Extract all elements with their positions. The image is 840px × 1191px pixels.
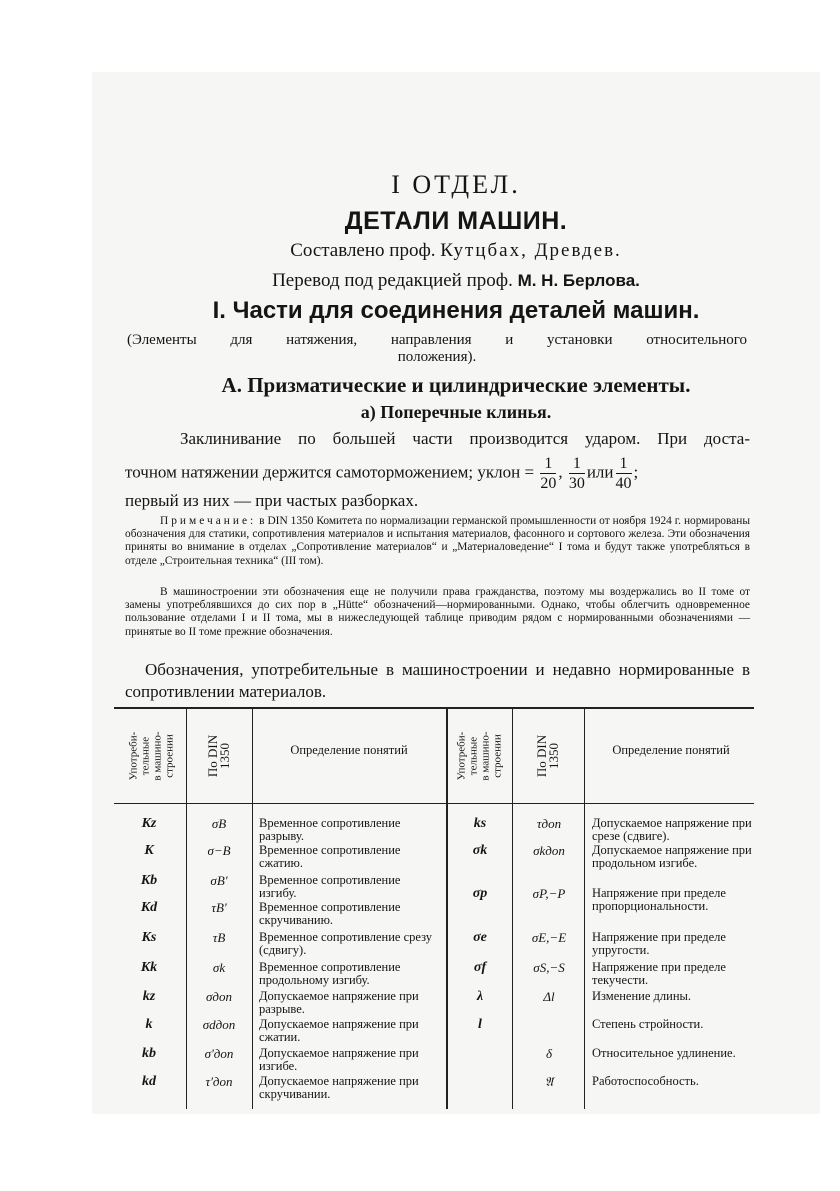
left-definition: Временное сопротивление скручиванию.	[259, 900, 401, 927]
right-symbol: l	[478, 1017, 482, 1032]
paragraph-2-start: точном натяжении держится самоторможением; уклон =	[125, 462, 535, 482]
col-divider	[584, 709, 585, 1109]
left-din-symbol: σ−B	[207, 843, 231, 858]
header-din-right: По DIN 1350	[534, 734, 561, 778]
paragraph-2	[125, 454, 750, 493]
left-definition: Допускаемое напряжение при скручивании.	[259, 1074, 419, 1101]
left-din-symbol: σB	[211, 816, 227, 831]
header-used-left: Употреби- тельные в машино- строении	[128, 731, 176, 781]
right-symbol: σk	[472, 843, 488, 858]
left-din-symbol: σk	[212, 960, 226, 975]
right-din-symbol: σS,−S	[533, 960, 565, 975]
left-symbol: kd	[142, 1074, 156, 1089]
authors-line	[92, 240, 820, 262]
left-definition: Временное сопротивление продольному изгибу.	[259, 960, 401, 987]
note-label: Примечание:	[160, 515, 257, 527]
left-din-symbol: τB'	[211, 900, 227, 915]
department-heading: I ОТДЕЛ.	[391, 170, 521, 199]
left-symbol: kb	[142, 1046, 156, 1061]
table-top-rule	[114, 707, 754, 709]
right-definition: Напряжение при пределе пропорциональности.	[592, 886, 726, 913]
authors-label: Составлено проф.	[290, 240, 436, 261]
right-definition: Допускаемое напряжение при срезе (сдвиге).	[592, 816, 752, 843]
right-symbol: ks	[473, 816, 487, 831]
header-def-right: Определение понятий	[612, 743, 730, 757]
right-din-symbol: Δl	[543, 989, 555, 1004]
left-symbol: Kk	[140, 960, 158, 975]
left-din-symbol: τB	[212, 930, 226, 945]
left-din-symbol: σB'	[210, 873, 228, 888]
part-subtitle	[127, 332, 747, 366]
header-def-left: Определение понятий	[290, 743, 408, 757]
separator: ,	[558, 462, 563, 482]
left-symbol: kz	[142, 989, 156, 1004]
note-2: В машиностроении эти обозначения еще не получили права гражданства, поэтому мы воздержались во II томе от замены употреблявшихся до сих пор в „Hütte“ обозначений—нормированными. Однако, чтобы облегчить одновременное пользование отделами I и II тома, мы в нижеследующей таблице приводим рядом с нормированными обозначениями — принятые во II томе прежние обозначения.	[125, 586, 750, 638]
note-1	[125, 515, 750, 568]
right-din-symbol: τдоп	[536, 816, 562, 831]
right-definition: Допускаемое напряжение при продольном изгибе.	[592, 843, 752, 870]
fraction-1: $\frac{1}{20}$	[540, 455, 557, 492]
fraction-2: $\frac{1}{30}$	[568, 455, 585, 492]
paragraph-3: первый из них — при частых разборках.	[125, 491, 419, 510]
translation-label: Перевод под редакцией проф.	[272, 270, 513, 291]
fraction-3: $\frac{1}{40}$	[615, 455, 632, 492]
right-definition: Напряжение при пределе упругости.	[592, 930, 726, 957]
left-symbol: Kd	[140, 900, 158, 915]
col-divider	[186, 709, 187, 1109]
authors-names: Кутцбах, Древдев.	[440, 240, 622, 261]
paragraph-2-end: ;	[633, 462, 639, 482]
col-divider	[512, 709, 513, 1109]
col-divider	[252, 709, 253, 1109]
right-symbol: σp	[472, 886, 488, 901]
section-heading: ДЕТАЛИ МАШИН.	[344, 207, 568, 235]
translation-line	[92, 270, 820, 292]
subsection-subtitle: а) Поперечные клинья.	[360, 402, 552, 422]
left-symbol: K	[144, 843, 154, 858]
left-symbol: Ks	[141, 930, 157, 945]
right-din-symbol: σE,−E	[531, 930, 567, 945]
notation-table	[114, 707, 754, 1112]
left-definition: Допускаемое напряжение при сжатии.	[259, 1017, 419, 1044]
table-header-rule	[114, 803, 754, 804]
right-din-symbol: σP,−P	[532, 886, 566, 901]
translation-editor: М. Н. Берлова.	[517, 271, 640, 290]
left-symbol: k	[145, 1017, 153, 1032]
right-definition: Напряжение при пределе текучести.	[592, 960, 726, 987]
right-symbol: σf	[473, 960, 487, 975]
left-din-symbol: σdдоп	[202, 1017, 236, 1032]
paragraph-1: Заклинивание по большей части производится ударом. При доста-	[180, 429, 750, 448]
left-definition: Временное сопротивление срезу (сдвигу).	[259, 930, 433, 957]
right-din-symbol: δ	[545, 1046, 553, 1061]
left-definition: Временное сопротивление изгибу.	[259, 873, 401, 900]
part-subtitle-line2: положения).	[397, 349, 477, 365]
part-title: I. Части для соединения деталей машин.	[212, 297, 700, 324]
right-definition: Изменение длины.	[592, 989, 692, 1003]
note-1-text: в DIN 1350 Комитета по нормализации германской промышленности от ноября 1924 г. нормированы обозначения для статики, сопротивления материалов и испытания материалов, фасонного и сортового железа. Эти обозначения приняты во внимание в отделах „Сопротивление материалов“ и „Материаловедение“ I тома и будут также употребляться в отделе „Строительная техника“ (III том).	[125, 515, 750, 567]
left-din-symbol: σ'доп	[204, 1046, 234, 1061]
right-din-symbol: σkдоп	[533, 843, 565, 858]
left-definition: Временное сопротивление сжатию.	[259, 843, 401, 870]
right-din-symbol: 𝔄	[544, 1074, 554, 1089]
paragraph-4: Обозначения, употребительные в машиностроении и недавно нормированные в сопротивлении материалов.	[125, 660, 750, 701]
right-definition: Работоспособность.	[592, 1074, 699, 1088]
left-definition: Допускаемое напряжение при изгибе.	[259, 1046, 419, 1073]
right-definition: Степень стройности.	[592, 1017, 704, 1031]
left-definition: Допускаемое напряжение при разрыве.	[259, 989, 419, 1016]
header-din-left: По DIN 1350	[205, 734, 232, 778]
left-definition: Временное сопротивление разрыву.	[259, 816, 401, 843]
or-word: или	[586, 462, 614, 482]
right-symbol: λ	[476, 989, 484, 1004]
right-definition: Относительное удлинение.	[592, 1046, 736, 1060]
part-subtitle-line1: (Элементы для натяжения, направления и установки относительного	[127, 332, 747, 348]
left-symbol: Kb	[140, 873, 158, 888]
left-din-symbol: σдоп	[206, 989, 232, 1004]
col-divider	[446, 709, 448, 1109]
header-used-right: Употреби- тельные в машино- строении	[456, 731, 504, 781]
left-din-symbol: τ'доп	[205, 1074, 233, 1089]
right-symbol: σe	[473, 930, 487, 945]
subsection-title: А. Призматические и цилиндрические элементы.	[221, 373, 691, 397]
left-symbol: Kz	[141, 816, 157, 831]
